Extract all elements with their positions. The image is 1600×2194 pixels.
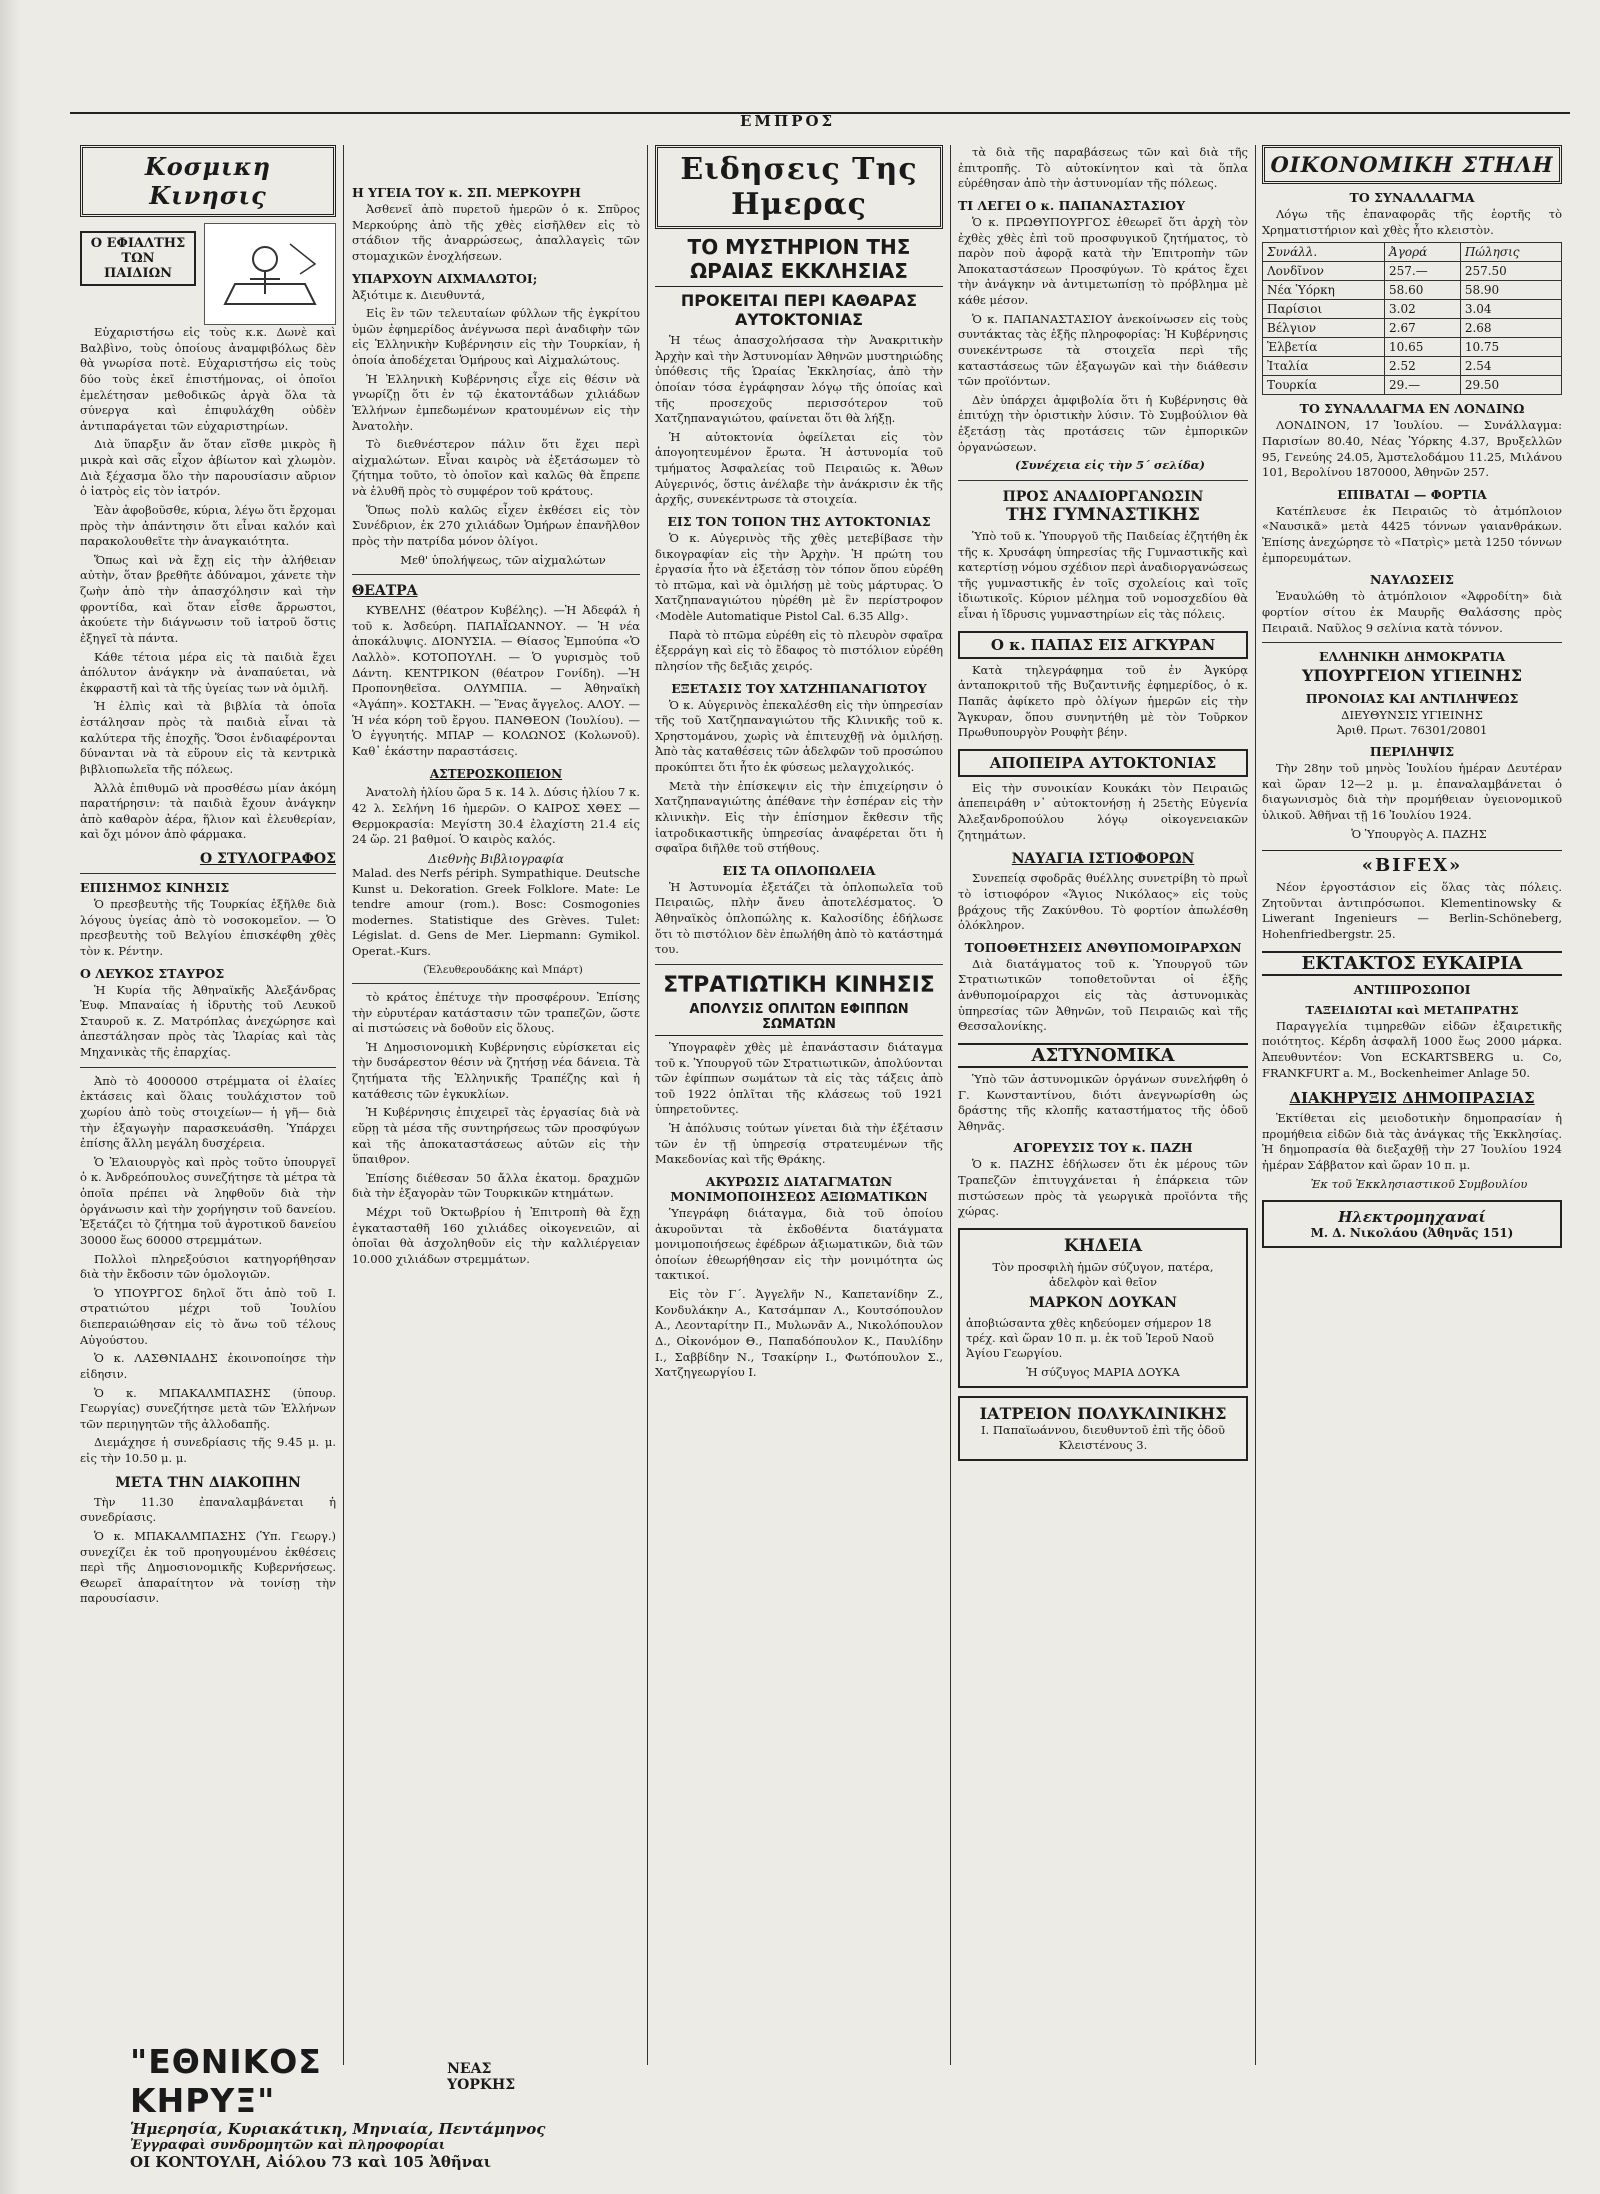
paragraph: Ἀξιότιμε κ. Διευθυντά, (352, 287, 485, 302)
article-heading: ΠΡΟΣ ΑΝΑΔΙΟΡΓΑΝΩΣΙΝ (1002, 488, 1204, 505)
news-heading: ΕΠΙΣΗΜΟΣ ΚΙΝΗΣΙΣ (80, 880, 230, 895)
paragraph: Ὅπως καὶ νὰ ἔχῃ εἰς τὴν ἀλήθειαν αὐτὴν, ὅταν βρεθῆτε ἀδύναμοι, χάνετε τὴν ζωὴν ἀπὸ τὴν ἀπασχόλησιν καὶ τὴν φροντίδα, καὶ ὅταν εἶσθε ἄρρωστοι, ἀκούετε τὴν διάγνωσιν τοῦ ἰατροῦ ὅστις ἐξηγεῖ τὰ πάντα. (80, 552, 336, 645)
table-header: Ἀγορά (1385, 243, 1461, 262)
article-heading: ΤΟΠΟΘΕΤΗΣΕΙΣ ΑΝΘΥΠΟΜΟΙΡΑΡΧΩΝ (964, 939, 1242, 955)
column-4 (958, 145, 1248, 2085)
paragraph: Ὁ κ. ΠΡΩΘΥΠΟΥΡΓΟΣ ἐθεωρεῖ ὅτι ἀρχὴ τὸν ἐχθὲς χθὲς ἐπὶ τοῦ προσφυγικοῦ ζητήματος, τὸ παρὸν ποὺ ἀφορᾷ κατὰ τὴν Ἐπιτροπὴν τῶν Ἀποκαταστάσεων Προσφύγων. Τὸ κράτος ἔχει τὴν ἀνάγκην νὰ ἀντιμετωπίσῃ τὸ πρόβλημα μὲ κάθε μέσον. (958, 214, 1248, 307)
paragraph: Ὁ κ. ΛΑΣΘΝΙΑΔΗΣ ἐκοινοποίησε τὴν εἰδησιν. (80, 1351, 336, 1381)
column-1 (80, 145, 336, 2035)
article-heading: ΕΠΙΒΑΤΑΙ — ΦΟΡΤΙΑ (1337, 486, 1487, 502)
paragraph: Ἡ Κυρία τῆς Ἀθηναϊκῆς Ἀλεξάνδρας Ἐυφ. Μπαναίας ἡ ἰδρυτὴς τοῦ Λευκοῦ Σταυροῦ κ. Ζ. Ματρόπλας ἀνεχώρησε καὶ ἀπεστάλησαν πρὸς τὰς Ἰλαρίας καὶ τὰς Μηχανικὰς τῆς ἐπαρχίας. (80, 982, 336, 1059)
paragraph: Τὸν προσφιλὴ ἡμῶν σύζυγον, πατέρα, ἀδελφὸν καὶ θεῖον (992, 1259, 1214, 1289)
paragraph: Ἀσθενεῖ ἀπὸ πυρετοῦ ἡμερῶν ὁ κ. Σπῦρος Μερκούρης ἀπὸ τῆς χθὲς εἰσῆλθεν εἰς τὸ στάδιον τῆς ἀναρρώσεως, ἀπαλλαγεὶς τῶν στομαχικῶν ἐνοχλήσεων. (352, 202, 640, 263)
notice-title: ΠΕΡΙΛΗΨΙΣ (1369, 744, 1455, 759)
paragraph: Εἰς ἓν τῶν τελευταίων φύλλων τῆς ἐγκρίτου ὑμῶν ἐφημερίδος ἀνέγνωσα περὶ ἀναδιφὴν τῶν εἰς Ἑλληνικὴν Κυβέρνησιν εἰς τὴν Τουρκίαν, ἡ ὁποία ἀποδέχεται Ὁμήρους καὶ Αἰχμαλώτους. (352, 306, 640, 367)
table-row (1263, 300, 1562, 319)
section-title: ΟΙΚΟΝΟΜΙΚΗ ΣΤΗΛΗ (1262, 145, 1562, 184)
divider (1262, 642, 1562, 643)
divider (352, 574, 640, 575)
divider (80, 873, 336, 874)
article-heading: ΑΓΟΡΕΥΣΙΣ ΤΟΥ κ. ΠΑΖΗ (1013, 1140, 1193, 1156)
paragraph: Τὸ διεθνέστερον πάλιν ὅτι ἔχει περὶ αἰχμαλώτων. Εἶναι καιρὸς νὰ ἐξετάσωμεν τὸ ζήτημα τοῦτο, τὸ ὁποῖον καὶ καλῶς θὰ ἔπρεπε νὰ ἐλυθῆ πρὸς τὸ συμφέρον τοῦ κράτους. (352, 437, 640, 498)
deceased-name: ΜΑΡΚΟΝ ΔΟΥΚΑΝ (1029, 1294, 1177, 1311)
paragraph: ἀποβιώσαντα χθὲς κηδεύομεν σήμερον 18 τρέχ. καὶ ὥραν 10 π. μ. ἐκ τοῦ Ἱεροῦ Ναοῦ Ἁγίου Γεωργίου. (966, 1315, 1214, 1360)
table-cell: Νέα Ὑόρκη (1263, 281, 1385, 300)
table-cell: Λονδῖνον (1263, 262, 1385, 281)
paragraph: Κατέπλευσε ἐκ Πειραιῶς τὸ ἀτμόπλοιον «Ναυσικᾶ» μετὰ 4425 τόννων γαιανθράκων. Ἐπίσης ἀνεχώρησε τὸ «Πατρὶς» μετὰ 1250 τόννων ἐμπορευμάτων. (1262, 503, 1562, 565)
paragraph: Ἐναυλώθη τὸ ἀτμόπλοιον «Ἀφροδίτη» διὰ φορτίον σίτου ἐκ Μαυρῆς Θαλάσσης πρὸς Πειραιᾶ. Ναῦλος 9 σελίνια κατὰ τόννον. (1262, 589, 1562, 635)
divider (655, 964, 943, 965)
paragraph: Ὁ ΥΠΟΥΡΓΟΣ δηλοῖ ὅτι ἀπὸ τοῦ Ι. στρατιώτου μέχρι τοῦ Ἰουλίου διεπεραιώθησαν εἰς τὸ ἄνω τοῦ τέλους Αὐγούστου. (80, 1285, 336, 1347)
reference-number: Ἀριθ. Πρωτ. 76301/20801 (1336, 723, 1488, 738)
paragraph: Ὑπὸ τοῦ κ. Ὑπουργοῦ τῆς Παιδείας ἐζητήθη ἐκ τῆς κ. Χρυσάφη ὑπηρεσίας τῆς Γυμναστικῆς καὶ κατερτίσῃ νόμου σχέδιον περὶ ἀναδιοργανώσεως τῆς γυμναστικῆς ἐν τοῖς σχολείοις καὶ τοῖς ἰδιωτικοῖς. Κύριον μέλημα τοῦ νομοσχεδίου θὰ εἶναι ἡ ἵδρυσις γυμναστηρίων εἰς τὰς πόλεις. (958, 528, 1248, 621)
table-cell: Παρίσιοι (1263, 300, 1385, 319)
footer-ad (130, 2042, 550, 2171)
article-heading: Ο κ. ΠΑΠΑΣ ΕΙΣ ΑΓΚΥΡΑΝ (958, 631, 1248, 659)
table-cell: Τουρκία (1263, 376, 1385, 395)
article-heading: Διεθνὴς Βιβλιογραφία (428, 851, 564, 866)
paragraph: Ἀλλὰ ἐπιθυμῶ νὰ προσθέσω μίαν ἀκόμη παρατήρησιν: τὰ παιδιὰ ἔχουν ἀνάγκην ἀπὸ καθαρὸν ἀέρα, ἥλιον καὶ ἐλευθερίαν, καὶ ὄχι μόνον ἀπὸ φάρμακα. (80, 780, 336, 842)
paragraph: Ἀνατολὴ ἡλίου ὥρα 5 κ. 14 λ. Δύσις ἡλίου 7 κ. 42 λ. Σελήνη 16 ἡμερῶν. Ο ΚΑΙΡΟΣ ΧΘΕΣ — Θερμοκρασία: Μεγίστη 30.4 ἐλαχίστη 21.4 εἰς 24 ὥρ. 21 βαθμοί. Ὁ καιρὸς καλός. (352, 785, 640, 847)
table-cell: 2.54 (1460, 357, 1561, 376)
signature: Ο ΣΤΥΛΟΓΡΑΦΟΣ (199, 851, 336, 867)
article-heading: ΝΑΥΑΓΙΑ ΙΣΤΙΟΦΟΡΩΝ (1011, 851, 1195, 868)
paragraph: Διεμάχησε ἡ συνεδρίασις τῆς 9.45 μ. μ. εἰς τὴν 10.50 μ. μ. (80, 1435, 336, 1465)
table-cell: 2.52 (1385, 357, 1461, 376)
military-subheadline: ΑΠΟΛΥΣΙΣ ΟΠΛΙΤΩΝ ΕΦΙΠΠΩΝ ΣΩΜΑΤΩΝ (655, 1002, 943, 1036)
column-rule (950, 145, 951, 2065)
paragraph: Ὁ κ. Αὐγερινὸς τῆς χθὲς μετεβίβασε τὴν δικογραφίαν εἰς τὴν Ἀρχὴν. Ἡ πρώτη του ἐργασία ἦτο νὰ ἐξετάσῃ τὸν τόπον ὅπου εὑρέθη τὸ πτῶμα, καὶ νὰ ὁμιλήσῃ μὲ τοὺς μάρτυρας. Ὁ Χατζηπαναγιώτου ηὑρέθη μὲ ἓν περίστροφον ‹Modèle Automatique Pistol Cal. 6.35 Allg›. (655, 530, 943, 623)
paragraph: Δὲν ὑπάρχει ἀμφιβολία ὅτι ἡ Κυβέρνησις θὰ ἐπιτύχῃ τὴν ὁριστικὴν λύσιν. Τὸ Συμβούλιον θὰ ἐξετάσῃ τὰς προτάσεις τῶν ἐμπορικῶν ὀργανώσεων. (958, 392, 1248, 454)
ministry-name: ΥΠΟΥΡΓΕΙΟΝ ΥΓΙΕΙΝΗΣ (1301, 666, 1523, 686)
table-cell: 3.04 (1460, 300, 1561, 319)
paragraph: Ὑπὸ τῶν ἀστυνομικῶν ὀργάνων συνελήφθη ὁ Γ. Κωνσταντίνου, διότι ἀνεγνωρίσθη ὡς δράστης τῆς κλοπῆς καταστήματος τῆς ὁδοῦ Ἀθηνᾶς. (958, 1071, 1248, 1133)
paragraph: τὸ κράτος ἐπέτυχε τὴν προσφέρουν. Ἐπίσης τὴν εὐρυτέραν κατάστασιν τῶν τραπεζῶν, ὥστε αἱ πιστώσεις νὰ δοθοῦν εἰς ὅλους. (352, 989, 640, 1036)
table-cell: 29.50 (1460, 376, 1561, 395)
table-row (1263, 376, 1562, 395)
table-cell: 2.67 (1385, 319, 1461, 338)
signature: Ἐκ τοῦ Ἐκκλησιαστικοῦ Συμβουλίου (1310, 1176, 1528, 1191)
paragraph: ΚΥΒΕΛΗΣ (θέατρον Κυβέλης). —Ἡ Ἀδεφάλ ἡ τοῦ κ. Ἀσδεύρη. ΠΑΠΑΪΩΑΝΝΟΥ. — Ἡ νέα ἀποκάλυψις. ΔΙΟΝΥΣΙΑ. — Θίασος Ἐμπούπα «Ὁ Λαλλὸ». ΚΟΤΟΠΟΥΛΗ. — Ὁ γυρισμὸς τοῦ Δάντη. ΚΕΝΤΡΙΚΟΝ (θέατρον Γονίδη). —Ἡ Προπονηθεῖσα. ΟΛΥΜΠΙΑ. — Ἀθηναϊκὴ «Ἀγάπη». ΚΟΣΤΑΚΗ. — Ἕνας ἄγγελος. ΑΛΟΥ. — Ἡ νέα κόρη τοῦ ἔργου. ΠΑΝΘΕΟΝ (Ἰουλίου). — Ὁ ἐγγυητής. ΜΠΑΡ — ΚΟΛΩΝΟΣ (Κολωνοῦ). Καθ᾽ ἑκάστην παραστάσεις. (352, 603, 640, 758)
column-rule (647, 145, 648, 2065)
table-cell: Βέλγιον (1263, 319, 1385, 338)
paragraph: Πολλοὶ πληρεξούσιοι κατηγορήθησαν διὰ τὴν ἔκδοσιν τῶν ὁμολογιῶν. (80, 1251, 336, 1282)
ad-title: Ηλεκτρομηχαναί (1338, 1208, 1486, 1227)
lead-subheadline: ΠΡΟΚΕΙΤΑΙ ΠΕΡΙ ΚΑΘΑΡΑΣ ΑΥΤΟΚΤΟΝΙΑΣ (680, 291, 918, 329)
table-header: Πώλησις (1460, 243, 1561, 262)
paragraph: Ἐπίσης διέθεσαν 50 ἄλλα ἑκατομ. δραχμῶν διὰ τὴν ἐξαγορὰν τῶν Τουρκικῶν κτημάτων. (352, 1170, 640, 1201)
advertisement-box (1262, 1200, 1562, 1248)
column-3 (655, 145, 943, 2065)
article-heading: ΤΗΣ ΓΥΜΝΑΣΤΙΚΗΣ (1006, 504, 1200, 525)
table-cell: 58.60 (1385, 281, 1461, 300)
subheading: ΕΙΣ ΤΑ ΟΠΛΟΠΩΛΕΙΑ (722, 862, 876, 878)
ad-heading: «BIFEX» (1262, 850, 1562, 876)
article-heading: ΤΙ ΛΕΓΕΙ Ο κ. ΠΑΠΑΝΑΣΤΑΣΙΟΥ (958, 197, 1186, 213)
paragraph: Ὁ Ἐλαιουργὸς καὶ πρὸς τοῦτο ὑπουργεῖ ὁ κ. Ἀνδρεόπουλος συνεζήτησε τὰ μέτρα τὰ ὁποῖα πρέπει νὰ ληφθοῦν διὰ τὴν ὀργάνωσιν καὶ τὴν χορήγησιν τοῦ δανείου. Ἐξετάζει τὸ ζήτημα τοῦ ἀγροτικοῦ δανείου 30000 ἕως 60000 στρεμμάτων. (80, 1154, 336, 1247)
paragraph: Παραγγελία τιμηρεθῶν εἰδῶν ἐξαιρετικῆς ποιότητος. Κέρδη ἀσφαλῆ 1000 ἕως 2000 μάρκα. Ἀπευθυντέον: Von ECKARTSBERG u. Co, FRANKFURT a. M., Bockenheimer Anlage 50. (1262, 1018, 1562, 1080)
paragraph: Ὁ πρεσβευτὴς τῆς Τουρκίας ἐξῆλθε διὰ λόγους ὑγείας ἀπὸ τὸ νοσοκομεῖον. — Ὁ πρεσβευτὴς τοῦ Βελγίου ἐπισκέφθη χθὲς τὸν κ. Ρέντην. (80, 897, 336, 958)
article-heading: ΤΟ ΣΥΝΑΛΛΑΓΜΑ (1349, 190, 1475, 205)
paragraph: Νέον ἐργοστάσιον εἰς ὅλας τὰς πόλεις. Ζητοῦνται ἀντιπρόσωποι. Klementinowsky & Liwerant Ingenieurs — Berlin-Schöneberg, Hohenfriedbergstr. 25. (1262, 880, 1562, 941)
table-cell: 10.75 (1460, 338, 1561, 357)
paragraph: τὰ διὰ τῆς παραβάσεως τῶν καὶ διὰ τῆς ἐπιτροπῆς. Τὸ αὐτοκίνητον καὶ τὰ ὅπλα εὑρέθησαν ἀπὸ τὴν ἀστυνομίαν τῆς πόλεως. (958, 145, 1248, 191)
column-5 (1262, 145, 1562, 2085)
article-heading: Η ΥΓΕΙΑ ΤΟΥ κ. ΣΠ. ΜΕΡΚΟΥΡΗ (352, 185, 581, 200)
paragraph: Εἰς τὴν συνοικίαν Κουκάκι τὸν Πειραιῶς ἀπεπειράθη ν᾽ αὐτοκτονήσῃ ἡ 25ετὴς Εὐγενία Ἀλεξανδροπούλου λόγῳ οἰκογενειακῶν ζητημάτων. (958, 780, 1248, 842)
exchange-table (1262, 242, 1562, 395)
table-header: Συνάλλ. (1263, 243, 1385, 262)
lead-headline: ΤΟ ΜΥΣΤΗΡΙΟΝ ΤΗΣ ΩΡΑΙΑΣ ΕΚΚΛΗΣΙΑΣ (655, 235, 943, 287)
paragraph: Ἡ τέως ἀπασχολήσασα τὴν Ἀνακριτικὴν Ἀρχὴν καὶ τὴν Ἀστυνομίαν Ἀθηνῶν μυστηριώδης ὑπόθεσις τῆς Ὡραίας Ἐκκλησίας, ἀπὸ τὴν ὁποίαν τόσα ἐγράφησαν λόγῳ τῆς ὁποίας καὶ τῆς προσεχοῦς περισσότερον τοῦ Χατζηπαναγιώτου, φαίνεται ὅτι θὰ λήξῃ. (655, 333, 943, 426)
footer-city: ΝΕΑΣ ΥΟΡΚΗΣ (447, 2061, 516, 2093)
table-cell: 10.65 (1385, 338, 1461, 357)
subheading: ΕΙΣ ΤΟΝ ΤΟΠΟΝ ΤΗΣ ΑΥΤΟΚΤΟΝΙΑΣ (667, 513, 931, 529)
paragraph: Τὴν 28ην τοῦ μηνὸς Ἰουλίου ἡμέραν Δευτέραν καὶ ὥραν 12—2 μ. μ. ἐπαναλαμβάνεται ὁ διαγωνισμὸς διὰ τὴν προμήθειαν ὑγειονομικοῦ ὑλικοῦ. Ἀθῆναι τῇ 16 Ἰουλίου 1924. (1262, 761, 1562, 822)
signature: Μεθ' ὑπολήψεως, τῶν αἰχμαλώτων (400, 552, 606, 567)
article-heading: ΥΠΑΡΧΟΥΝ ΑΙΧΜΑΛΩΤΟΙ; (352, 270, 538, 286)
paragraph: Ἐὰν ἀφοβοῦσθε, κύρια, λέγω ὅτι ἔρχομαι πρὸς τὴν ἀπάντησιν ὅτι εἶναι καλόν καὶ παρακολουθεῖτε τὴν ἀναγκαιότητα. (80, 502, 336, 549)
table-cell: 29.— (1385, 376, 1461, 395)
footer-address: ΟΙ ΚΟΝΤΟΥΛΗ, Αἰόλου 73 καὶ 105 Ἀθῆναι (130, 2153, 492, 2171)
signature: Ὁ Ὑπουργὸς Α. ΠΑΖΗΣ (1351, 826, 1487, 841)
paragraph: Malad. des Nerfs périph. Sympathique. Deutsche Kunst u. Dekoration. Greek Folklore. Mate: Le tendre amour (rom.). Bosc: Cosmogonies modernes. Statistique des Grèves. Tulet: Législat. d. Gens de Mer. Liepmann: Gymikol. Operat.-Kurs. (352, 865, 640, 958)
page-edge-shadow (0, 0, 20, 2194)
notice-heading: ΚΗΔΕΙΑ (1063, 1235, 1143, 1256)
paragraph: Ὑπεγράφη διάταγμα, διὰ τοῦ ὁποίου ἀκυροῦνται τὰ ἐκδοθέντα διατάγματα μονιμοποιήσεως ἐφέδρων ἀξιωματικῶν, διὰ τῶν ὁποίων ἐθεωρήθησαν εἰς τὴν μονιμότητα ὡς τακτικοί. (655, 1205, 943, 1283)
ministry-subtitle: ΠΡΟΝΟΙΑΣ ΚΑΙ ΑΝΤΙΛΗΨΕΩΣ (1305, 691, 1519, 707)
divider (958, 480, 1248, 481)
article-heading: ΑΠΟΠΕΙΡΑ ΑΥΤΟΚΤΟΝΙΑΣ (958, 749, 1248, 777)
footer-title: "ΕΘΝΙΚΟΣ ΚΗΡΥΞ" (130, 2042, 322, 2120)
table-cell: 2.68 (1460, 319, 1561, 338)
article-heading: Ο ΕΦΙΑΛΤΗΣ ΤΩΝ ΠΑΙΔΙΩΝ (80, 231, 196, 286)
funeral-notice (958, 1228, 1248, 1388)
paragraph: Κατὰ τηλεγράφημα τοῦ ἐν Ἀγκύρᾳ ἀνταποκριτοῦ τῆς Βυζαντινῆς ἐφημερίδος, ὁ κ. Παπᾶς ἀφίκετο πρὸ ὀλίγων ἡμερῶν εἰς τὴν Ἄγκυραν, ὅπου συνηντήθη μὲ τὸν Τοῦρκον Πρωθυπουργὸν Ρουφὴτ βέην. (958, 662, 1248, 740)
paragraph: Παρὰ τὸ πτῶμα εὑρέθη εἰς τὸ πλευρὸν σφαῖρα ἐξερράγη καὶ εἰς τὸ ἔδαφος τὸ πιστόλιον εὑρέθη πλησίον τῆς δεξιᾶς χειρός. (655, 627, 943, 673)
paragraph: Διὰ διατάγματος τοῦ κ. Ὑπουργοῦ τῶν Στρατιωτικῶν τοποθετοῦνται οἱ ἑξῆς ἀνθυπομοίραρχοι εἰς τὰς ἀστυνομικὰς ὑπηρεσίας τῶν Ἀθηνῶν, τοῦ Πειραιῶς καὶ τῆς Θεσσαλονίκης. (958, 956, 1248, 1034)
paragraph: Ὅπως πολὺ καλῶς εἶχεν ἐκθέσει εἰς τὸν Συνέδριον, ἐκ 270 χιλιάδων Ὁμήρων ἐπανῆλθον πρὸς τὴν πατρίδα μόνον ὀλίγοι. (352, 502, 640, 548)
paragraph: ΛΟΝΔΙΝΟΝ, 17 Ἰουλίου. — Συνάλλαγμα: Παρισίων 80.40, Νέας Ὑόρκης 4.37, Βρυξελλῶν 95, Γενεύης 24.05, Ἀμστελοδάμου 11.25, Μιλάνου 101, Βερολίνου 1870000, Ἀθηνῶν 257. (1262, 418, 1562, 480)
news-heading: Ο ΛΕΥΚΟΣ ΣΤΑΥΡΟΣ (80, 965, 225, 981)
ad-subheading: ΤΑΞΕΙΔΙΩΤΑΙ καὶ ΜΕΤΑΠΡΑΤΗΣ (1305, 1002, 1519, 1017)
footer-subtitle: Ἐγγραφαὶ συνδρομητῶν καὶ πληροφορίαι (130, 2138, 446, 2153)
ad-address: Μ. Δ. Νικολάου (Ἀθηνᾶς 151) (1310, 1226, 1514, 1241)
ad-heading: ΙΑΤΡΕΙΟΝ ΠΟΛΥΚΛΙΝΙΚΗΣ (979, 1403, 1227, 1423)
article-heading: ΜΕΤΑ ΤΗΝ ΔΙΑΚΟΠΗΝ (115, 1474, 301, 1491)
article-heading: ΔΙΑΚΗΡΥΞΙΣ ΔΗΜΟΠΡΑΣΙΑΣ (1289, 1089, 1535, 1108)
illustration-icon (204, 223, 336, 325)
article-heading: ΑΣΤΥΝΟΜΙΚΑ (958, 1043, 1248, 1068)
signature: Ἡ σύζυγος ΜΑΡΙΑ ΔΟΥΚΑ (1026, 1364, 1180, 1379)
table-cell: Ἑλβετία (1263, 338, 1385, 357)
paragraph: Ἡ ἐλπὶς καὶ τὰ βιβλία τὰ ὁποῖα ἐστάλησαν πρὸς τὰ παιδιὰ εἶναι τὰ καλύτερα τῆς ἐποχῆς. Ὅσοι ἐνδιαφέρονται δύνανται νὰ τὰ εὕρουν εἰς τὰ κεντρικὰ βιβλιοπωλεῖα τῆς πόλεως. (80, 699, 336, 776)
article-heading: ΤΟ ΣΥΝΑΛΛΑΓΜΑ ΕΝ ΛΟΝΔΙΝΩ (1299, 401, 1525, 417)
paragraph: Ὁ κ. ΜΠΑΚΑΛΜΠΑΣΗΣ (ὑπουρ. Γεωργίας) συνεζήτησε μετὰ τῶν Ἑλλήνων τῶν περιηγητῶν τῆς ἀλλοδαπῆς. (80, 1385, 336, 1431)
table-row (1263, 281, 1562, 300)
table-cell: 257.50 (1460, 262, 1561, 281)
paragraph: Κάθε τέτοια μέρα εἰς τὰ παιδιὰ ἔχει ἀπόλυτον ἀνάγκην νὰ ἀναπαύεται, νὰ ἐκφραστῆ καὶ τὰ τῆς ὑγείας των νὰ ὁμιλῆ. (80, 649, 336, 695)
table-row (1263, 262, 1562, 281)
paragraph: Λόγω τῆς ἐπαναφορᾶς τῆς ἑορτῆς τὸ Χρηματιστήριον καὶ χθὲς ἦτο κλειστὸν. (1262, 207, 1562, 237)
paragraph: Ὁ κ. ΠΑΠΑΝΑΣΤΑΣΙΟΥ ἀνεκοίνωσεν εἰς τοὺς συντάκτας τὰς ἐξῆς πληροφορίας: Ἡ Κυβέρνησις συνεκέντρωσε τὰ στοιχεῖα περὶ τῆς καταστάσεως τῶν ἐξαγωγῶν καὶ τὴν διάθεσιν τῶν προϊόντων. (958, 311, 1248, 389)
paragraph: Εἰς τὸν Γ΄. Ἀγγελῆν Ν., Καπετανίδην Ζ., Κονδυλάκην Α., Κατσάμπαν Λ., Κουτσόπουλον Α., Λεονταρίτην Π., Μυλωνᾶν Α., Νικολόπουλον Δ., Οἰκονόμον Θ., Παπαδόπουλον Κ., Παυλίδην Ι., Σαββίδην Ν., Τσακίρην Ι., Φωτόπουλον Σ., Χατζηγεωργίου Ι. (655, 1287, 943, 1380)
paragraph: Ὁ κ. Αὐγερινὸς ἐπεκαλέσθη εἰς τὴν ὑπηρεσίαν τῆς τοῦ Χατζηπαναγιώτου τῆς Κλινικῆς τοῦ κ. Χρηστομάνου, χωρὶς νὰ ἐπιτευχθῇ νὰ ὁμιλήσῃ. Ἀπὸ τὰς καταθέσεις τῶν ἀδελφῶν τοῦ προσώπου προκύπτει ὅτι ἦτο ἐκ φύσεως μελαγχολικός. (655, 697, 943, 774)
divider (352, 983, 640, 984)
paragraph: Ἡ Ἀστυνομία ἐξετάζει τὰ ὁπλοπωλεῖα τοῦ Πειραιῶς, πλὴν ἄνευ ἀποτελέσματος. Ὁ Ἀθηναϊκὸς ὁπλοπώλης κ. Καλοσίδης ἐδήλωσε ὅτι τὸ πιστόλιον δὲν ἐπωλήθη ἀπὸ τὸ κατάστημά του. (655, 879, 943, 957)
table-cell: 3.02 (1385, 300, 1461, 319)
government-name: ΕΛΛΗΝΙΚΗ ΔΗΜΟΚΡΑΤΙΑ (1318, 649, 1506, 665)
column-rule (1255, 145, 1256, 2065)
section-title: Ειδησεις Της Ημερας (655, 145, 943, 229)
table-cell: 257.— (1385, 262, 1461, 281)
footer-subtitle: Ἡμερησία, Κυριακάτικη, Μηνιαία, Πεντάμηνος (130, 2120, 546, 2138)
paragraph: Ὁ κ. ΜΠΑΚΑΛΜΠΑΣΗΣ (Ὑπ. Γεωργ.) συνεχίζει ἐκ τοῦ προηγουμένου ἐκθέσεις περὶ τῆς Δημοσιονομικῆς Κυβερνήσεως. Θεωρεῖ ἀπαραίτητον νὰ τονίσῃ τὴν παρουσίασιν. (80, 1528, 336, 1606)
paragraph: Ἡ ἀπόλυσις τούτων γίνεται διὰ τὴν ἐξέτασιν τῶν ἐν τῇ ὑπηρεσίᾳ στρατευμένων τῆς Μακεδονίας καὶ τῆς Θράκης. (655, 1121, 943, 1167)
divider (80, 1067, 336, 1068)
table-row (1263, 319, 1562, 338)
continued-note: (Συνέχεια εἰς τὴν 5΄ σελίδα) (1015, 458, 1205, 473)
paragraph: Συνεπείᾳ σφοδρᾶς θυέλλης συνετρίβη τὸ πρωῒ τὸ ἱστιοφόρον «Ἅγιος Νικόλαος» εἰς τοὺς βράχους τῆς Ζακύνθου. Τὸ φορτίον ἀπωλέσθη ὁλόκληρον. (958, 871, 1248, 933)
article-heading: ΘΕΑΤΡΑ (352, 583, 418, 600)
column-2 (352, 145, 640, 2035)
footer-title-row (130, 2042, 550, 2120)
paragraph: Μέχρι τοῦ Ὀκτωβρίου ἡ Ἐπιτροπὴ θὰ ἔχῃ ἐγκατασταθῆ 160 χιλιάδες οἰκογενειῶν, αἱ ὁποῖαι θὰ ἀσχοληθοῦν εἰς τὴν καλλιέργειαν 10.000 χιλιάδων στρεμμάτων. (352, 1205, 640, 1266)
article-heading: ΝΑΥΛΩΣΕΙΣ (1370, 572, 1454, 588)
column-rule (343, 145, 344, 2065)
paragraph: Ἡ Ἑλληνικὴ Κυβέρνησις εἶχε εἰς θέσιν νὰ γνωρίζῃ ὅτι ἐν τῷ ἐκατοντάδων χιλιάδων Ἑλλήνων ἐμπεδωμένων κρατουμένων εἰς τὴν Ἀνατολὴν. (352, 371, 640, 433)
paragraph: Ὁ κ. ΠΑΖΗΣ ἐδήλωσεν ὅτι ἐκ μέρους τῶν Τραπεζῶν ἐπιτυγχάνεται ἡ ἐπάρκεια τῶν πιστώσεων πρὸς τὰ γεωργικὰ προϊόντα τῆς χώρας. (958, 1157, 1248, 1219)
paragraph: Ἐκτίθεται εἰς μειοδοτικὴν δημοπρασίαν ἡ προμήθεια εἰδῶν διὰ τὰς ἀνάγκας τῆς Ἐκκλησίας. Ἡ δημοπρασία θὰ διεξαχθῇ τὴν 27 Ἰουλίου 1924 ἡμέραν Σάββατον καὶ ὥραν 10 π. μ. (1262, 1111, 1562, 1172)
table-header-row (1263, 243, 1562, 262)
paragraph: (Ἐλευθερουδάκης καὶ Μπάρτ) (423, 963, 583, 976)
subheading: ΕΞΕΤΑΣΙΣ ΤΟΥ ΧΑΤΖΗΠΑΝΑΓΙΩΤΟΥ (671, 680, 927, 696)
ad-heading: ΕΚΤΑΚΤΟΣ ΕΥΚΑΙΡΙΑ (1262, 951, 1562, 976)
military-headline: ΣΤΡΑΤΙΩΤΙΚΗ ΚΙΝΗΣΙΣ (663, 972, 935, 998)
paragraph: Ἀπὸ τὸ 4000000 στρέμματα οἱ ἐλαίες ἐκτάσεις καὶ ὅλαις τουλάχιστον τοῦ χωρίου ἀπὸ τοὺς στοιχείων— ἡ γῆ— διὰ τὴν ἐξαγωγὴν παρασκευάσθη. Ὑπάρχει ἐπίσης ἄλλη μεγάλη δυσχέρεια. (80, 1073, 336, 1151)
paragraph: Τὴν 11.30 ἐπαναλαμβάνεται ἡ συνεδρίασις. (80, 1494, 336, 1525)
paragraph: Ἡ Δημοσιονομικὴ Κυβέρνησις εὑρίσκεται εἰς τὴν δυσάρεστον θέσιν νὰ ζητήσῃ νέα δάνεια. Τὰ ζητήματα τῆς Ἑλληνικῆς Τραπέζης καὶ ἡ κατάθεσις τῶν ἐγκυκλίων. (352, 1039, 640, 1101)
paragraph: Ι. Παπαϊωάννου, διευθυντοῦ ἐπὶ τῆς ὁδοῦ Κλειστένους 3. (980, 1422, 1226, 1452)
department: ΔΙΕΥΘΥΝΣΙΣ ΥΓΙΕΙΝΗΣ (1341, 708, 1483, 723)
article-heading: ΑΣΤΕΡΟΣΚΟΠΕΙΟΝ (429, 767, 563, 782)
table-row (1263, 338, 1562, 357)
table-cell: 58.90 (1460, 281, 1561, 300)
paragraph: Μετὰ τὴν ἐπίσκεψιν εἰς τὴν ἐπιχείρησιν ὁ Χατζηπαναγιώτης ἀπέθανε τὴν ἑσπέραν εἰς τὴν κλινικὴν. Εἰς τὴν ἐπίσημον ἔκθεσιν τῆς ἰατροδικαστικῆς ὑπηρεσίας ἀναφέρεται ὅτι ἡ σφαῖρα διῆλθε τοῦ στήθους. (655, 778, 943, 856)
clinic-ad (958, 1396, 1248, 1461)
article-header (80, 223, 336, 325)
section-title: Κοσμικη Κινησις (80, 145, 336, 217)
masthead: ΕΜΠΡΟΣ (740, 112, 836, 130)
paragraph: Εὐχαριστήσω εἰς τοὺς κ.κ. Δωνὲ καὶ Βαλβὶνο, τοὺς ὁποίους ἀναμφιβόλως δὲν θὰ γνωρίσα ποτὲ. Εὐχαριστήσω εἰς τοὺς δύο τοὺς ἐκεῖ ἐπιστήμονας, οἱ ὁποῖοι ἐμελέτησαν μεθοδικῶς ἀργὰ ὅλα τὰ σύνεργα καὶ ἐπιφυλάχθη οὐδὲν ἀντιπαράγεται τῶν εὐχαριστηρίων. (80, 325, 336, 433)
paragraph: Ἡ Κυβέρνησις ἐπιχειρεῖ τὰς ἐργασίας διὰ νὰ εὕρῃ τὰ μέσα τῆς συντηρήσεως τῶν προσφύγων καὶ τῆς ἀποκαταστάσεως αὐτῶν εἰς τὴν ὕπαιθρον. (352, 1105, 640, 1167)
subheading: ΑΚΥΡΩΣΙΣ ΔΙΑΤΑΓΜΑΤΩΝ ΜΟΝΙΜΟΠΟΙΗΣΕΩΣ ΑΞΙΩΜΑΤΙΚΩΝ (670, 1173, 928, 1204)
paragraph: Διὰ ὕπαρξιν ἄν ὅταν εἴσθε μικρὸς ἢ μικρὰ καὶ σᾶς εἶχον ἀβίωτον καὶ χλωμὸν. Διὰ ξέχασμα ὅλο τὴν παρουσίασιν αὔριον ὁ ἰατρὸς εἰς τὸν ἰατρόν. (80, 437, 336, 499)
table-row (1263, 357, 1562, 376)
ministry-notice (1262, 649, 1562, 759)
table-cell: Ἰταλία (1263, 357, 1385, 376)
ad-subheading: ΑΝΤΙΠΡΟΣΩΠΟΙ (1353, 981, 1471, 997)
paragraph: Ὑπογραφὲν χθὲς μὲ ἐπανάστασιν διάταγμα τοῦ κ. Ὑπουργοῦ τῶν Στρατιωτικῶν, ἀπολύονται τῶν ἐφίππων σωμάτων τὰ εἰς τὰς τάξεις ἀπὸ τοῦ 1922 ὁπλῖται τῆς κλάσεως τοῦ 1921 ὑπηρετοῦντες. (655, 1039, 943, 1117)
paragraph: Ἡ αὐτοκτονία ὀφείλεται εἰς τὸν ἀπογοητευμένον ἔρωτα. Ἡ ἀστυνομία τοῦ τμήματος Ἀσφαλείας τοῦ Πειραιῶς κ. Ἄθων Αὐγερινός, ὅστις ἀνέλαβε τὴν ἀνάκρισιν ἐκ τῆς ἀρχῆς, συνεκέντρωσε τὰ στοιχεία. (655, 429, 943, 507)
